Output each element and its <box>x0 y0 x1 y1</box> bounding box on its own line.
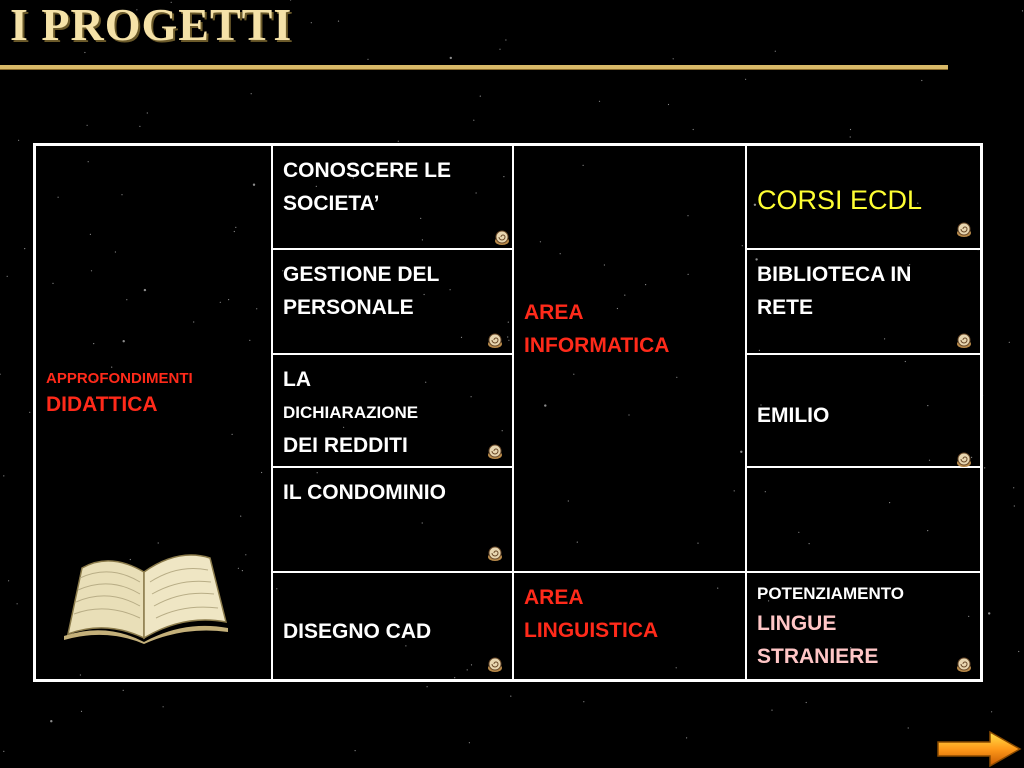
title-underline <box>0 65 948 70</box>
star <box>775 51 776 52</box>
star <box>338 21 339 22</box>
star <box>1009 342 1010 343</box>
cell-condominio[interactable] <box>272 467 513 572</box>
star <box>24 248 25 249</box>
star <box>480 96 481 97</box>
cell-gestione-personale[interactable] <box>272 249 513 354</box>
star <box>87 125 88 126</box>
area-linguistica-line1: AREA <box>524 586 584 609</box>
snail-icon[interactable] <box>956 222 972 238</box>
snail-icon[interactable] <box>494 230 510 246</box>
snail-icon[interactable] <box>487 657 503 673</box>
star <box>8 580 9 581</box>
star <box>686 737 687 738</box>
dichiarazione-line2: DICHIARAZIONE <box>283 403 419 422</box>
star <box>29 412 30 413</box>
star <box>473 120 474 121</box>
open-book-icon <box>60 538 232 644</box>
approfondimenti-label: APPROFONDIMENTI <box>46 370 193 387</box>
star <box>84 52 85 53</box>
cell-corsi-ecdl[interactable] <box>746 145 981 249</box>
cell-disegno-cad[interactable] <box>272 572 513 680</box>
star <box>469 742 470 743</box>
star <box>450 57 452 59</box>
star <box>251 93 252 94</box>
lingue-line1: LINGUE <box>757 612 837 635</box>
star <box>1014 505 1015 506</box>
star <box>908 727 909 728</box>
gestione-personale-label: GESTIONE DEL PERSONALE <box>283 263 439 319</box>
star <box>398 141 399 142</box>
snail-icon[interactable] <box>956 333 972 349</box>
lingue-line2: STRANIERE <box>757 645 879 668</box>
cell-lingue-straniere[interactable] <box>746 572 981 680</box>
star <box>771 710 772 711</box>
emilio-label: EMILIO <box>757 404 830 427</box>
star <box>355 750 356 751</box>
star <box>921 80 922 81</box>
area-linguistica-line2: LINGUISTICA <box>524 619 659 642</box>
next-arrow-icon[interactable] <box>936 730 1022 768</box>
star <box>583 701 584 702</box>
star <box>505 39 506 40</box>
star <box>991 711 992 712</box>
snail-icon[interactable] <box>487 546 503 562</box>
snail-icon[interactable] <box>487 333 503 349</box>
star <box>163 706 164 707</box>
star <box>599 101 600 102</box>
star <box>81 711 82 712</box>
potenziamento-label: POTENZIAMENTO <box>757 584 905 603</box>
star <box>984 467 985 468</box>
biblioteca-rete-label: BIBLIOTECA IN RETE <box>757 263 912 319</box>
star <box>668 104 669 105</box>
star <box>123 690 124 691</box>
star <box>3 475 4 476</box>
snail-icon[interactable] <box>956 657 972 673</box>
disegno-cad-label: DISEGNO CAD <box>283 620 432 643</box>
star <box>50 720 52 722</box>
star <box>499 49 500 50</box>
area-informatica-line1: AREA <box>524 301 584 324</box>
star <box>17 603 18 604</box>
star <box>367 59 368 60</box>
star <box>139 126 140 127</box>
snail-icon[interactable] <box>487 444 503 460</box>
star <box>0 374 1 375</box>
star <box>7 276 8 277</box>
star <box>806 702 807 703</box>
star <box>693 129 694 130</box>
star <box>1018 651 1019 652</box>
cell-biblioteca-rete[interactable] <box>746 249 981 354</box>
cell-dichiarazione-redditi[interactable] <box>272 354 513 467</box>
star <box>147 112 148 113</box>
star <box>850 136 851 137</box>
cell-conoscere-societa[interactable] <box>272 145 513 249</box>
page-title: I PROGETTI <box>10 0 293 50</box>
star <box>1022 10 1023 11</box>
dichiarazione-line3: DEI REDDITI <box>283 434 408 457</box>
star <box>18 140 19 141</box>
condominio-label: IL CONDOMINIO <box>283 481 446 504</box>
didattica-label: DIDATTICA <box>46 393 158 416</box>
star <box>3 751 4 752</box>
area-informatica-line2: INFORMATICA <box>524 334 670 357</box>
corsi-ecdl-label: CORSI ECDL <box>757 185 923 215</box>
cell-area-linguistica <box>513 572 746 680</box>
star <box>427 686 428 687</box>
star <box>673 58 674 59</box>
star <box>988 612 990 614</box>
snail-icon[interactable] <box>956 452 972 468</box>
star <box>311 22 312 23</box>
cell-empty <box>746 467 981 572</box>
cell-area-informatica <box>513 145 746 572</box>
star <box>510 696 511 697</box>
star <box>745 79 746 80</box>
star <box>1013 487 1014 488</box>
star <box>850 129 851 130</box>
cell-emilio[interactable] <box>746 354 981 467</box>
dichiarazione-line1: LA <box>283 368 311 391</box>
conoscere-societa-label: CONOSCERE LE SOCIETA’ <box>283 159 452 215</box>
